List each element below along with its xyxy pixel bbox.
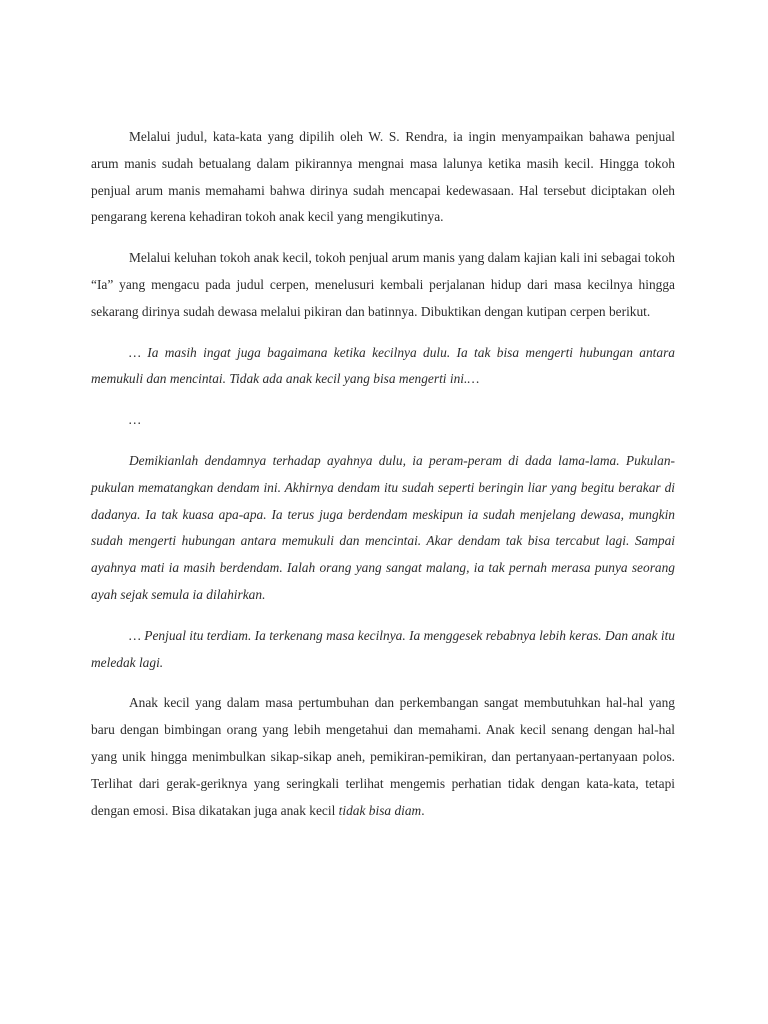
block-quote: … Ia masih ingat juga bagaimana ketika kecilnya dulu. Ia tak bisa mengerti hubungan antara memukuli dan mencintai. Tidak ada anak kecil yang bisa mengerti ini.… (91, 344, 675, 387)
document-page (91, 124, 675, 838)
quote-ellipsis: … (129, 412, 141, 428)
body-paragraph: Melalui keluhan tokoh anak kecil, tokoh penjual arum manis yang dalam kajian kali ini sebagai tokoh “Ia” yang mengacu pada judul cerpen, menelusuri kembali perjalanan hidup dari masa kecilnya hingga sekarang dirinya sudah dewasa melalui pikiran dan batinnya. Dibuktikan dengan kutipan cerpen berikut. (91, 250, 675, 319)
body-text-end: . (421, 802, 425, 818)
block-quote: … Penjual itu terdiam. Ia terkenang masa kecilnya. Ia menggesek rebabnya lebih keras. Dan anak itu meledak lagi. (91, 627, 675, 670)
emphasis-text: tidak bisa diam (338, 802, 422, 818)
block-quote: Demikianlah dendamnya terhadap ayahnya dulu, ia peram-peram di dada lama-lama. Pukulan-pukulan mematangkan dendam ini. Akhirnya dendam itu sudah seperti beringin liar yang begitu berakar di dadanya. Ia tak kuasa apa-apa. Ia terus juga berdendam meskipun ia sudah menjelang dewasa, mungkin sudah mengerti hubungan antara memukuli dan mencintai. Akar dendam tak bisa tercabut lagi. Sampai ayahnya mati ia masih berdendam. Ialah orang yang sangat malang, ia tak pernah merasa punya seorang ayah sejak semula ia dilahirkan. (91, 452, 675, 602)
body-paragraph (91, 690, 675, 824)
body-paragraph: Melalui judul, kata-kata yang dipilih oleh W. S. Rendra, ia ingin menyampaikan bahawa penjual arum manis sudah betualang dalam pikirannya mengnai masa lalunya ketika masih kecil. Hingga tokoh penjual arum manis memahami bahwa dirinya sudah mencapai kedewasaan. Hal tersebut diciptakan oleh pengarang kerena kehadiran tokoh anak kecil yang mengikutinya. (91, 129, 675, 225)
body-text: Anak kecil yang dalam masa pertumbuhan dan perkembangan sangat membutuhkan hal-hal yang baru dengan bimbingan orang yang lebih mengetahui dan memahami. Anak kecil senang dengan hal-hal yang unik hingga menimbulkan sikap-sikap aneh, pemikiran-pemikiran, dan pertanyaan-pertanyaan polos. Terlihat dari gerak-geriknya yang seringkali terlihat mengemis perhatian tidak dengan kata-kata, tetapi dengan emosi. Bisa dikatakan juga anak kecil (91, 695, 675, 818)
